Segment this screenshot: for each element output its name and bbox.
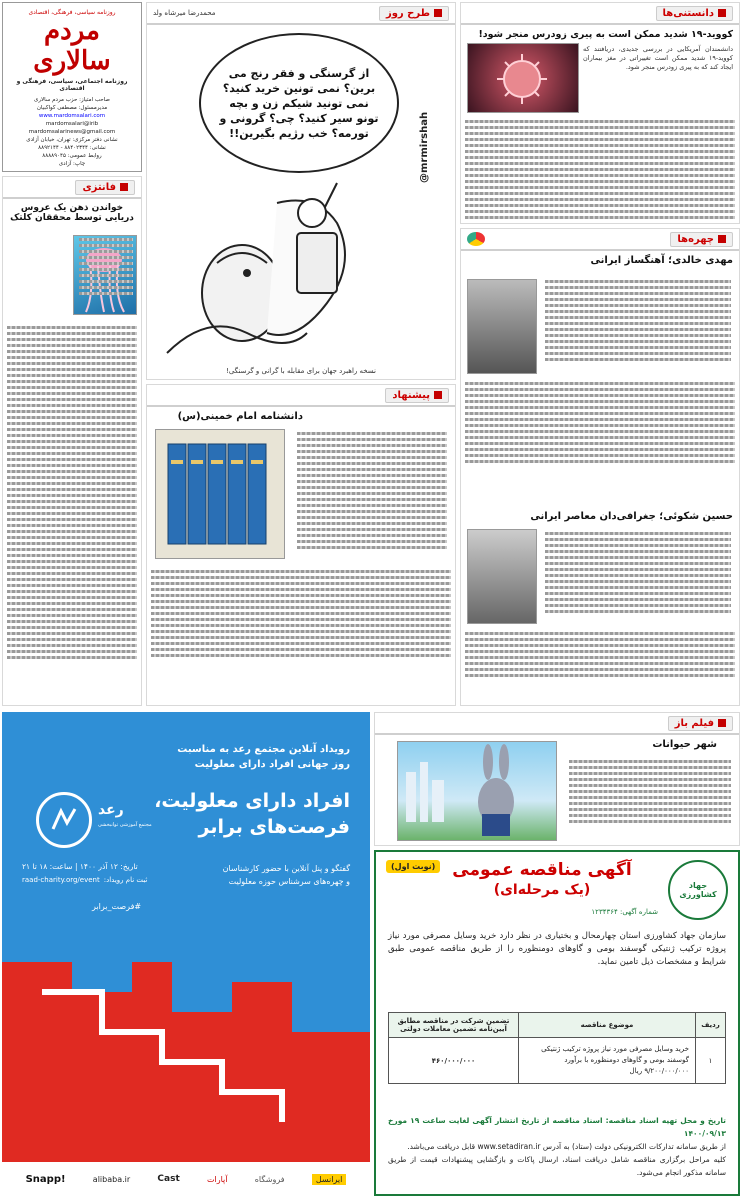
section-marker-icon [718, 719, 726, 727]
science-title: کووید-۱۹ شدید ممکن است به پیری زودرس منجر شود! [478, 29, 733, 40]
cartoon-drawing [147, 163, 456, 363]
library-box [146, 384, 456, 706]
zootopia-poster [397, 741, 557, 841]
ad-date: تاریخ: ۱۲ آذر ۱۴۰۰ | ساعت: ۱۸ تا ۲۱ [22, 862, 138, 871]
section-tag-cartoon: طرح روز [379, 6, 449, 21]
table-header: تضمین شرکت در مناقصه مطابق آیین‌نامه تضمین معاملات دولتی [389, 1013, 519, 1038]
section-tag-library: پیشنهاد [385, 388, 449, 403]
portrait-shakouei [467, 529, 537, 624]
sponsor-logo: Cast [157, 1174, 180, 1184]
cartoon-box [146, 2, 456, 380]
books-icon [154, 430, 284, 560]
website-link[interactable]: www.mardomsalari.com [38, 113, 106, 119]
email-link[interactable]: mardomsalarinews@gmail.com [28, 129, 116, 135]
ad-big-title: افراد دارای معلولیت، فرصت‌های برابر [154, 790, 350, 838]
info-line: مدیرمسئول: مصطفی کواکبیان [36, 105, 108, 111]
raad-advertisement[interactable] [2, 712, 370, 1196]
tender-body: سازمان جهاد کشاورزی استان چهارمحال و بختیاری در نظر دارد خرید وسایل مصرفی مورد نیاز پروژه ترکیب ژنتیکی گوسفند بومی و گاوهای دومنظوره را از طریق مناقصه عمومی طبق شرایط و مشخصات ذیل تامین نماید. [388, 931, 726, 967]
sponsor-logo: فروشگاه [254, 1174, 285, 1184]
film-box [374, 712, 740, 846]
tender-badge: (نوبت اول) [386, 860, 440, 873]
sponsor-logo: Snapp! [25, 1173, 66, 1185]
info-line: روابط عمومی: ۸۸۸۸۹۰۴۵ [42, 153, 102, 159]
section-marker-icon [718, 235, 726, 243]
masthead-subtitle: روزنامه اجتماعی، سیاسی، فرهنگی و اقتصادی [16, 78, 128, 92]
section-marker-icon [120, 183, 128, 191]
raad-logo-icon [47, 803, 81, 837]
masthead [2, 2, 142, 172]
fantasy-text [75, 235, 137, 298]
faces-box [460, 228, 740, 706]
section-tag-film: فیلم باز [668, 716, 733, 731]
ad-red-stairs [2, 922, 370, 1186]
tender-footer-1: تاریخ و محل تهیه اسناد مناقصه: اسناد مناقصه از تاریخ انتشار آگهی لغایت ساعت ۱۹ مورخ ۱۴۰۰/۰۹/۱۳ [388, 1116, 727, 1138]
ad-head: رویداد آنلاین مجتمع رعد به مناسبت روز جهانی افراد دارای معلولیت [177, 744, 350, 770]
bubble-text: از گرسنگی و فقر رنج می برین؟ نمی تونین خرید کنید؟ نمی تونید شیکم زن و بچه تونو سیر کنید؟ چی؟ گرونی و تورمه؟ خب رژیم بگیرین!! [219, 66, 379, 140]
tender-footer-3: کلیه مراحل برگزاری مناقصه شامل دریافت اسناد، ارسال پاکات و بازگشایی پیشنهادات قیمت از طریق سامانه مذکور انجام می‌شود. [388, 1155, 726, 1177]
table-cell: ۱ [696, 1038, 726, 1084]
fantasy-body [3, 323, 141, 662]
tender-table [388, 1012, 726, 1084]
cartoon-caption: نسخه راهبرد جهان برای مقابله با گرانی و گرسنگی! [226, 367, 376, 375]
portrait-khaledi [467, 279, 537, 374]
fantasy-box [2, 176, 142, 706]
rabbit-character-icon [396, 742, 556, 842]
cartoon-handle: @mrmirshah [419, 111, 430, 183]
newspaper-logo: مردم سالاری [33, 16, 111, 76]
science-lead: دانشمندان آمریکایی در بررسی جدیدی، دریافتند که کووید-۱۹ شدید ممکن است تغییراتی در مغز بیماران ایجاد کند که به پیری زودرس منجر شود. [583, 45, 733, 71]
science-body [461, 117, 739, 222]
org-logo-text: جهاد کشاورزی [679, 881, 717, 899]
ad-register-link[interactable]: raad-charity.org/event [22, 876, 100, 884]
ad-info: گفتگو و پنل آنلاین با حضور کارشناسان و چهره‌های سرشناس حوزه معلولیت [222, 864, 350, 886]
virus-photo [467, 43, 579, 113]
table-cell: خرید وسایل مصرفی مورد نیاز پروژه ترکیب ژنتیکی گوسفند بومی و گاوهای دومنظوره با برآورد ۹/۲۰۰/۰۰۰/۰۰۰ ریال [519, 1038, 696, 1084]
tender-title-1: آگهی مناقصه عمومی [452, 860, 632, 880]
speech-bubble [199, 33, 399, 173]
info-line: نشانی: ۸۸۴۰۲۳۴۴ - ۸۸۹۲۱۴۴ [38, 145, 106, 151]
logo-top: روزنامه سیاسی، فرهنگی، اقتصادی [28, 9, 116, 16]
film-title: شهر حیوانات [652, 739, 717, 750]
section-marker-icon [434, 391, 442, 399]
table-header: ردیف [696, 1013, 726, 1038]
tender-title-2: (یک مرحله‌ای) [493, 882, 591, 898]
tender-footer [388, 1114, 726, 1179]
virus-icon [466, 44, 578, 114]
section-tag-faces: چهره‌ها [670, 232, 733, 247]
table-row [389, 1038, 726, 1084]
faces-heading-2: حسین شکوئی؛ جغرافی‌دان معاصر ایرانی [530, 511, 733, 522]
section-marker-icon [434, 9, 442, 17]
tender-advertisement [374, 850, 740, 1196]
ad-hashtag: #فرصت_برابر [92, 902, 142, 911]
org-logo [668, 860, 728, 920]
table-cell: ۴۶۰/۰۰۰/۰۰۰ [389, 1038, 519, 1084]
sponsor-logo: آپارات [206, 1174, 228, 1184]
section-marker-icon [718, 9, 726, 17]
sponsor-logo: ایرانسل [312, 1174, 347, 1185]
info-line: نشانی دفتر مرکزی: تهران، خیابان آزادی [26, 137, 118, 143]
ad-register: ثبت نام رویداد: raad-charity.org/event [22, 876, 148, 884]
fantasy-title: خواندن ذهن یک عروس دریایی توسط محققان کلتک [10, 203, 134, 223]
raad-logo-sub: مجتمع آموزشی توانبخشی [98, 822, 152, 828]
faces-bubble-icon [467, 232, 485, 246]
info-line: چاپ: آزادی [58, 161, 86, 167]
raad-logo [36, 792, 92, 848]
table-header-row [389, 1013, 726, 1038]
sponsor-logo: alibaba.ir [92, 1174, 131, 1184]
masthead-info [3, 96, 141, 168]
cartoon-author: محمدرضا میرشاه ولد [153, 9, 216, 17]
tender-number: شماره آگهی: ۱۲۳۴۳۶۴ [591, 908, 658, 916]
faces-heading-1: مهدی خالدی؛ آهنگساز ایرانی [590, 255, 733, 266]
info-line: صاحب امتیاز: حزب مردم سالاری [34, 97, 110, 103]
table-header: موضوع مناقصه [519, 1013, 696, 1038]
section-tag-fantasy: فانتزی [75, 180, 135, 195]
encyclopedia-books-photo [155, 429, 285, 559]
science-box [460, 2, 740, 224]
library-title: دانشنامه امام خمینی(س) [177, 411, 303, 422]
section-tag-science: دانستنی‌ها [656, 6, 733, 21]
raad-logo-text: رعد [98, 802, 124, 818]
sponsor-strip [2, 1162, 370, 1196]
info-line: mardomsalari@irib [45, 121, 99, 127]
tender-footer-2[interactable]: از طریق سامانه تدارکات الکترونیکی دولت (ستاد) به آدرس www.setadiran.ir قابل دریافت می‌باشد. [407, 1142, 726, 1151]
